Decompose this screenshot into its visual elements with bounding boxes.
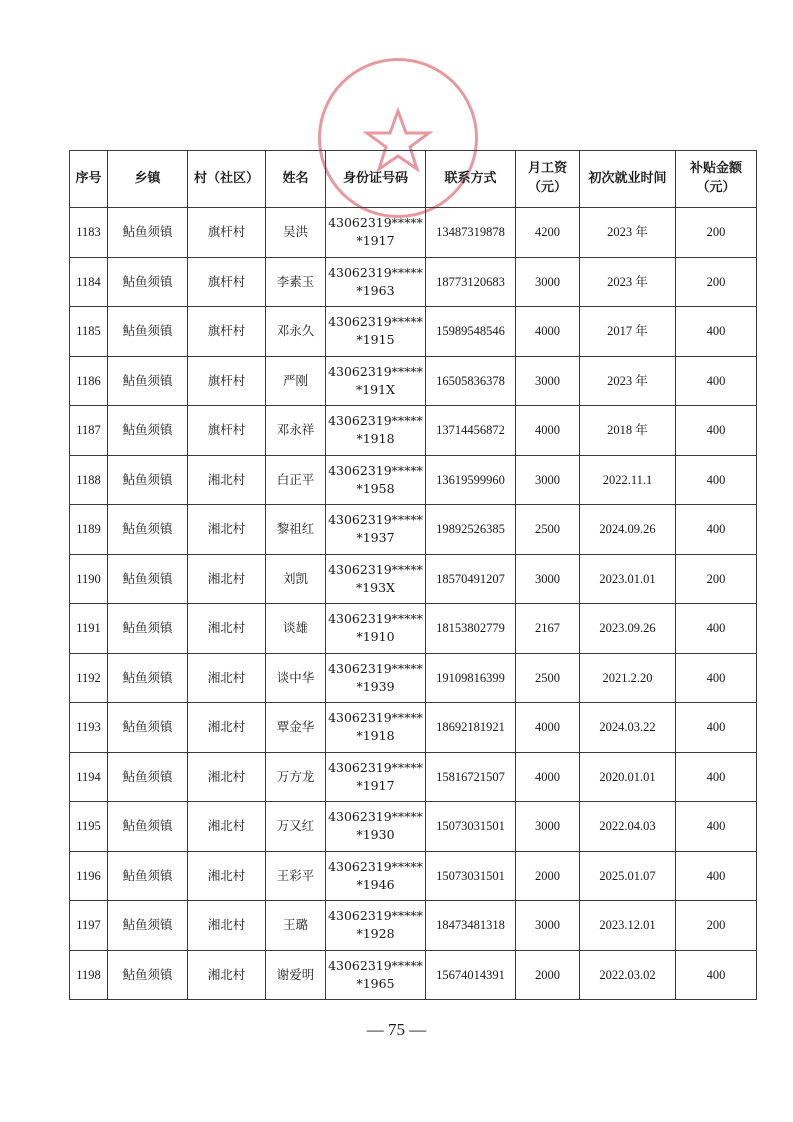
id-cell: 43062319******1965 [326,950,426,1000]
table-row [70,554,757,604]
town-cell: 鲇鱼须镇 [108,257,188,307]
town-cell: 鲇鱼须镇 [108,653,188,703]
subsidy-cell: 200 [676,208,757,258]
wage-cell: 2167 [516,604,580,654]
table-row [70,950,757,1000]
town-cell: 鲇鱼须镇 [108,802,188,852]
subsidy-cell: 400 [676,851,757,901]
wage-cell: 2000 [516,950,580,1000]
village-cell: 旗杆村 [188,307,266,357]
seq-cell: 1198 [70,950,108,1000]
subsidy-cell: 400 [676,505,757,555]
village-cell: 湘北村 [188,455,266,505]
header-village: 村（社区） [188,151,266,208]
table-row [70,307,757,357]
wage-cell: 2000 [516,851,580,901]
village-cell: 湘北村 [188,554,266,604]
phone-cell: 13487319878 [426,208,516,258]
first-job-cell: 2024.03.22 [580,703,676,753]
first-job-cell: 2023.01.01 [580,554,676,604]
seq-cell: 1193 [70,703,108,753]
subsidy-cell: 400 [676,455,757,505]
id-cell: 43062319******1915 [326,307,426,357]
name-cell: 王彩平 [266,851,326,901]
seq-cell: 1187 [70,406,108,456]
name-cell: 万方龙 [266,752,326,802]
subsidy-cell: 200 [676,554,757,604]
village-cell: 湘北村 [188,604,266,654]
header-first-job: 初次就业时间 [580,151,676,208]
town-cell: 鲇鱼须镇 [108,901,188,951]
first-job-cell: 2022.03.02 [580,950,676,1000]
town-cell: 鲇鱼须镇 [108,554,188,604]
town-cell: 鲇鱼须镇 [108,208,188,258]
id-cell: 43062319******1963 [326,257,426,307]
wage-cell: 4000 [516,703,580,753]
wage-cell: 4000 [516,307,580,357]
first-job-cell: 2020.01.01 [580,752,676,802]
phone-cell: 18570491207 [426,554,516,604]
village-cell: 旗杆村 [188,406,266,456]
header-subsidy: 补贴金额（元） [676,151,757,208]
id-cell: 43062319******1946 [326,851,426,901]
id-cell: 43062319******1928 [326,901,426,951]
subsidy-cell: 400 [676,356,757,406]
phone-cell: 18153802779 [426,604,516,654]
name-cell: 严刚 [266,356,326,406]
village-cell: 湘北村 [188,653,266,703]
village-cell: 旗杆村 [188,356,266,406]
subsidy-cell: 400 [676,802,757,852]
phone-cell: 19109816399 [426,653,516,703]
wage-cell: 3000 [516,554,580,604]
name-cell: 谈中华 [266,653,326,703]
name-cell: 邓永久 [266,307,326,357]
id-cell: 43062319******1939 [326,653,426,703]
seq-cell: 1195 [70,802,108,852]
table-row [70,653,757,703]
subsidy-cell: 400 [676,950,757,1000]
village-cell: 湘北村 [188,851,266,901]
wage-cell: 3000 [516,455,580,505]
table-row [70,208,757,258]
wage-cell: 3000 [516,356,580,406]
wage-cell: 2500 [516,653,580,703]
id-cell: 43062319******193X [326,554,426,604]
first-job-cell: 2023 年 [580,257,676,307]
id-cell: 43062319******1917 [326,208,426,258]
table-row [70,604,757,654]
name-cell: 覃金华 [266,703,326,753]
name-cell: 谢爱明 [266,950,326,1000]
page-number: — 75 — [366,1020,427,1039]
table-row [70,356,757,406]
table-row [70,901,757,951]
village-cell: 旗杆村 [188,257,266,307]
header-seq: 序号 [70,151,108,208]
phone-cell: 18773120683 [426,257,516,307]
village-cell: 湘北村 [188,901,266,951]
town-cell: 鲇鱼须镇 [108,505,188,555]
table-row [70,406,757,456]
seq-cell: 1185 [70,307,108,357]
id-cell: 43062319******1917 [326,752,426,802]
seq-cell: 1192 [70,653,108,703]
town-cell: 鲇鱼须镇 [108,455,188,505]
seq-cell: 1190 [70,554,108,604]
subsidy-cell: 400 [676,703,757,753]
first-job-cell: 2023.12.01 [580,901,676,951]
header-phone: 联系方式 [426,151,516,208]
wage-cell: 4000 [516,752,580,802]
phone-cell: 15674014391 [426,950,516,1000]
table-row [70,703,757,753]
name-cell: 吴洪 [266,208,326,258]
town-cell: 鲇鱼须镇 [108,752,188,802]
wage-cell: 3000 [516,257,580,307]
village-cell: 湘北村 [188,752,266,802]
town-cell: 鲇鱼须镇 [108,851,188,901]
first-job-cell: 2023 年 [580,208,676,258]
id-cell: 43062319******1918 [326,703,426,753]
name-cell: 万又红 [266,802,326,852]
first-job-cell: 2025.01.07 [580,851,676,901]
seq-cell: 1186 [70,356,108,406]
name-cell: 谈雄 [266,604,326,654]
first-job-cell: 2017 年 [580,307,676,357]
name-cell: 刘凯 [266,554,326,604]
subsidy-cell: 200 [676,901,757,951]
id-cell: 43062319******1910 [326,604,426,654]
town-cell: 鲇鱼须镇 [108,950,188,1000]
phone-cell: 15989548546 [426,307,516,357]
seq-cell: 1191 [70,604,108,654]
header-id: 身份证号码 [326,151,426,208]
wage-cell: 3000 [516,901,580,951]
seq-cell: 1194 [70,752,108,802]
village-cell: 湘北村 [188,505,266,555]
phone-cell: 13619599960 [426,455,516,505]
seq-cell: 1197 [70,901,108,951]
id-cell: 43062319******1958 [326,455,426,505]
id-cell: 43062319******191X [326,356,426,406]
table-row [70,257,757,307]
first-job-cell: 2023.09.26 [580,604,676,654]
phone-cell: 15073031501 [426,802,516,852]
table-row [70,505,757,555]
name-cell: 王璐 [266,901,326,951]
village-cell: 湘北村 [188,703,266,753]
table-row [70,851,757,901]
subsidy-cell: 400 [676,752,757,802]
name-cell: 李素玉 [266,257,326,307]
town-cell: 鲇鱼须镇 [108,356,188,406]
table-row [70,752,757,802]
seq-cell: 1189 [70,505,108,555]
subsidy-cell: 400 [676,307,757,357]
village-cell: 湘北村 [188,950,266,1000]
first-job-cell: 2021.2.20 [580,653,676,703]
wage-cell: 3000 [516,802,580,852]
header-wage: 月工资（元） [516,151,580,208]
village-cell: 湘北村 [188,802,266,852]
subsidy-cell: 400 [676,604,757,654]
phone-cell: 15073031501 [426,851,516,901]
town-cell: 鲇鱼须镇 [108,604,188,654]
name-cell: 黎祖红 [266,505,326,555]
header-town: 乡镇 [108,151,188,208]
first-job-cell: 2018 年 [580,406,676,456]
first-job-cell: 2022.04.03 [580,802,676,852]
wage-cell: 4000 [516,406,580,456]
table-row [70,455,757,505]
phone-cell: 18473481318 [426,901,516,951]
wage-cell: 2500 [516,505,580,555]
phone-cell: 15816721507 [426,752,516,802]
first-job-cell: 2022.11.1 [580,455,676,505]
town-cell: 鲇鱼须镇 [108,307,188,357]
id-cell: 43062319******1930 [326,802,426,852]
seq-cell: 1184 [70,257,108,307]
village-cell: 旗杆村 [188,208,266,258]
seq-cell: 1196 [70,851,108,901]
phone-cell: 16505836378 [426,356,516,406]
first-job-cell: 2023 年 [580,356,676,406]
seq-cell: 1188 [70,455,108,505]
subsidy-cell: 200 [676,257,757,307]
wage-cell: 4200 [516,208,580,258]
town-cell: 鲇鱼须镇 [108,406,188,456]
name-cell: 白正平 [266,455,326,505]
subsidy-cell: 400 [676,406,757,456]
header-name: 姓名 [266,151,326,208]
table-row [70,802,757,852]
phone-cell: 18692181921 [426,703,516,753]
id-cell: 43062319******1918 [326,406,426,456]
subsidy-roster-table [69,150,757,1000]
table-header-row [70,151,757,208]
subsidy-cell: 400 [676,653,757,703]
town-cell: 鲇鱼须镇 [108,703,188,753]
name-cell: 邓永祥 [266,406,326,456]
seq-cell: 1183 [70,208,108,258]
phone-cell: 13714456872 [426,406,516,456]
first-job-cell: 2024.09.26 [580,505,676,555]
phone-cell: 19892526385 [426,505,516,555]
id-cell: 43062319******1937 [326,505,426,555]
